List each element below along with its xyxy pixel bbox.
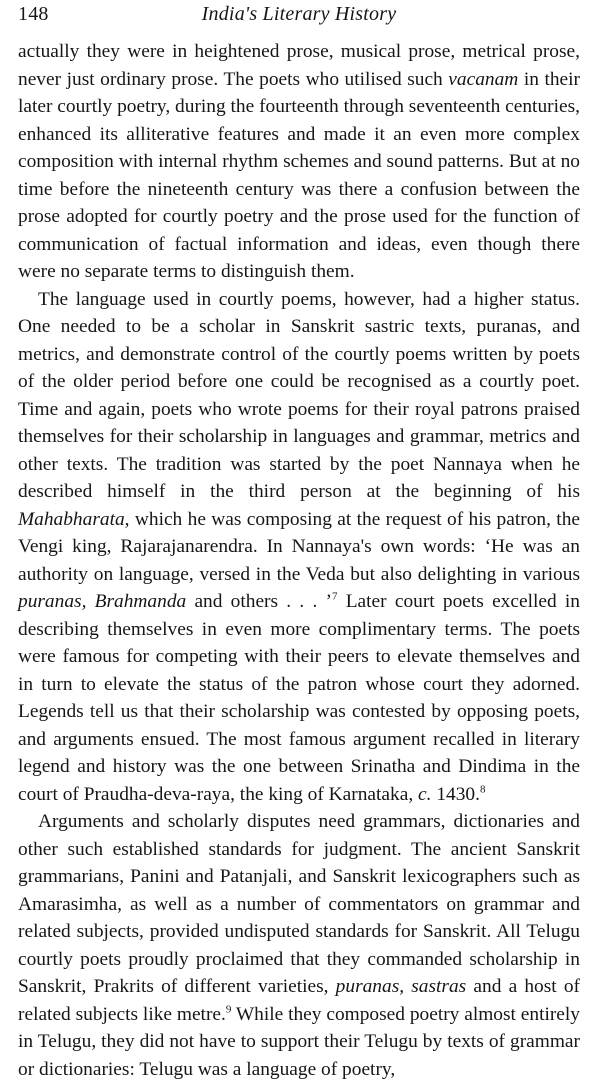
running-title: India's Literary History [201, 3, 397, 25]
italic-term: puranas, Brahmanda [18, 591, 187, 612]
text-run: 1430. [431, 783, 480, 805]
footnote-marker: 8 [479, 782, 486, 795]
italic-term: c. [418, 783, 432, 805]
text-run: actually they were in heightened prose, musical prose, metrical prose, never just ordinary prose. The poets who utilised such [18, 41, 580, 90]
italic-term: Mahabharata [18, 508, 125, 530]
page-header [18, 0, 580, 38]
italic-term: vacanam [448, 68, 519, 90]
text-run: The language used in courtly poems, however, had a higher status. One needed to be a scholar in Sanskrit sastric texts, puranas, and metrics, and demonstrate control of the courtly poems written by poets of the older period before one could be recognised as a courtly poet. Time and again, poets who wrote poems for their royal patrons praised themselves for their scholarship in languages and grammar, metrics and other texts. The tradition was started by the poet Nannaya when he described himself in the third person at the beginning of his [18, 288, 580, 502]
body-text [18, 38, 580, 1083]
paragraph [18, 286, 580, 809]
text-run: While they composed poetry almost entirely in Telugu, they did not have to support their Telugu by texts of grammar or dictionaries: Telugu was a language of poetry, [18, 1003, 580, 1080]
paragraph [18, 38, 580, 286]
text-run: and others . . . ’ [186, 591, 332, 612]
footnote-marker: 9 [225, 1002, 232, 1015]
text-run: , which he was composing at the request of his patron, the Vengi king, Rajarajanarendra. In Nannaya's own words: ‘He was an authority on language, versed in the Veda but also delighting in various [18, 508, 580, 585]
text-run: Arguments and scholarly disputes need grammars, dictionaries and other such established standards for judgment. The ancient Sanskrit grammarians, Panini and Patanjali, and Sanskrit lexicographers such as Amarasimha, as well as a number of commentators on grammar and related subjects, provided undisputed standards for Sanskrit. All Telugu courtly poets proudly proclaimed that they commanded scholarship in Sanskrit, Prakrits of different varieties, [18, 811, 580, 997]
text-run: Later court poets excelled in describing themselves in even more complimentary terms. The poets were famous for competing with their peers to elevate themselves and in turn to elevate the status of the patron whose court they adorned. Legends tell us that their scholarship was contested by opposing poets, and arguments ensued. The most famous argument recalled in literary legend and history was the one between Srinatha and Dindima in the court of Praudha-deva-raya, the king of Karnataka, [18, 591, 580, 805]
text-run: in their later courtly poetry, during the fourteenth through seventeenth centuries, enhanced its alliterative features and made it an even more complex composition with internal rhythm schemes and sound patterns. But at no time before the nineteenth century was there a confusion between the prose adopted for courtly poetry and the prose used for the function of communication of factual information and ideas, even though there were no separate terms to distinguish them. [18, 68, 581, 282]
page-number: 148 [18, 3, 49, 25]
text-run: and a host of related subjects like metre. [18, 976, 580, 1025]
footnote-marker: 7 [331, 590, 338, 603]
italic-term: puranas, sastras [335, 976, 467, 997]
paragraph [18, 808, 580, 1083]
